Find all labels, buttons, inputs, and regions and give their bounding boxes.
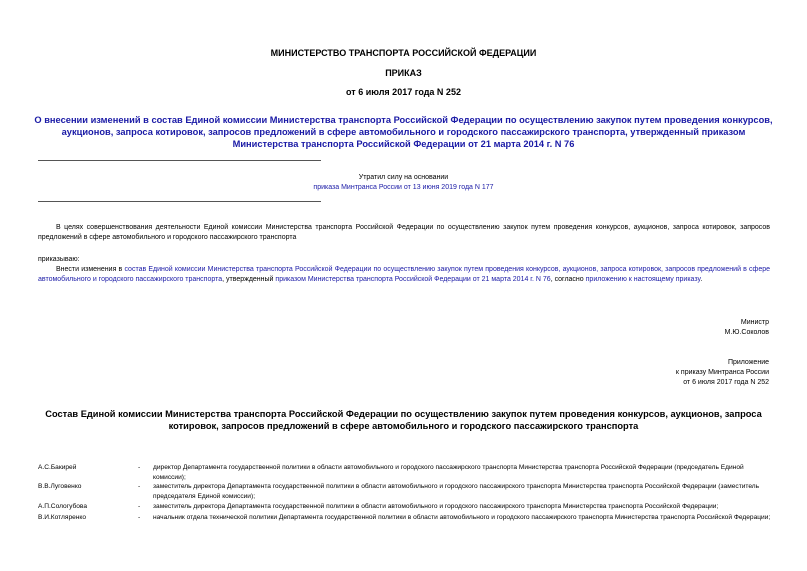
order-link-order-76[interactable]: приказом Министерства транспорта Российской Федерации от 21 марта 2014 г. N 76 xyxy=(275,276,551,283)
doc-type-heading: ПРИКАЗ xyxy=(385,68,422,78)
signature-position: Министр xyxy=(740,319,769,326)
member-dash: - xyxy=(138,483,141,490)
preamble-paragraph: В целях совершенствования деятельности Единой комиссии Министерства транспорта Российской Федерации по осуществлению закупок путем проведения конкурсов, аукционов, запроса котировок, запросов предложений в сфере автомобильного и городского пассажирского транспорта xyxy=(38,224,770,241)
status-link-wrap xyxy=(0,183,807,193)
member-dash: - xyxy=(138,464,141,471)
order-text-2: , утвержденный xyxy=(222,276,276,283)
status-line: Утратил силу на основании xyxy=(358,174,449,181)
order-link-composition[interactable]: состав Единой комиссии Министерства транспорта Российской Федерации по осуществлению закупок путем проведения конкурсов, аукционов, запроса котировок, запросов предложений в сфере автомобильного и городского пассажирского транспорта xyxy=(38,266,770,283)
order-paragraph xyxy=(38,265,770,285)
order-text-1: Внести изменения в xyxy=(56,266,125,273)
title-text-1: О внесении изменений в xyxy=(34,115,152,125)
member-name: В.В.Луговенко xyxy=(38,483,82,490)
member-dash: - xyxy=(138,514,141,521)
appendix-label: Приложение xyxy=(727,359,769,366)
title-link-composition[interactable]: состав Единой комиссии Министерства транспорта Российской Федерации по осуществлению закупок путем проведения конкурсов, аукционов, запроса котировок, запросов предложений в сфере автомобильного и городского пассажирского транспорта xyxy=(61,115,773,137)
title-text-2: , утвержденный xyxy=(625,127,702,137)
signature-name: М.Ю.Соколов xyxy=(724,329,769,336)
member-role: заместитель директора Департамента государственной политики в области автомобильного и городского пассажирского транспорта Министерства транспорта Российской Федерации; xyxy=(153,503,719,510)
order-word: приказываю: xyxy=(38,256,80,263)
order-link-appendix[interactable]: приложению к настоящему приказу xyxy=(585,276,701,283)
member-dash: - xyxy=(138,503,141,510)
order-text-3: , согласно xyxy=(550,276,586,283)
member-name: А.П.Сологубова xyxy=(38,503,87,510)
member-role: директор Департамента государственной политики в области автомобильного и городского пассажирского транспорта Министерства транспорта Российской Федерации (председатель Единой комиссии); xyxy=(153,464,744,481)
member-name: А.С.Бакирей xyxy=(38,464,77,471)
title-link-order-76[interactable]: приказом Министерства транспорта Российской Федерации от 21 марта 2014 г. N 76 xyxy=(232,127,746,149)
member-role: заместитель директора Департамента государственной политики в области автомобильного и городского пассажирского транспорта Министерства транспорта Российской Федерации (заместитель председателя Единой комиссии); xyxy=(153,483,760,500)
status-link-order-177[interactable]: приказа Минтранса России от 13 июня 2019 года N 177 xyxy=(313,184,494,191)
member-name: В.И.Котляренко xyxy=(38,514,87,521)
order-text-4: . xyxy=(700,276,703,283)
order-date-number: от 6 июля 2017 года N 252 xyxy=(346,87,461,97)
divider-top xyxy=(38,160,321,161)
ministry-heading: МИНИСТЕРСТВО ТРАНСПОРТА РОССИЙСКОЙ ФЕДЕРАЦИИ xyxy=(270,48,537,58)
composition-title: Состав Единой комиссии Министерства транспорта Российской Федерации по осуществлению закупок путем проведения конкурсов, аукционов, запроса котировок, запросов предложений в сфере автомобильного и городского пассажирского транспорта xyxy=(45,409,762,431)
divider-bottom xyxy=(38,201,321,202)
appendix-ref: к приказу Минтранса России xyxy=(675,369,769,376)
order-title xyxy=(30,114,777,150)
member-role: начальник отдела технической политики Департамента государственной политики в области автомобильного и городского пассажирского транспорта Министерства транспорта Российской Федерации; xyxy=(153,514,771,521)
appendix-date: от 6 июля 2017 года N 252 xyxy=(683,379,769,386)
